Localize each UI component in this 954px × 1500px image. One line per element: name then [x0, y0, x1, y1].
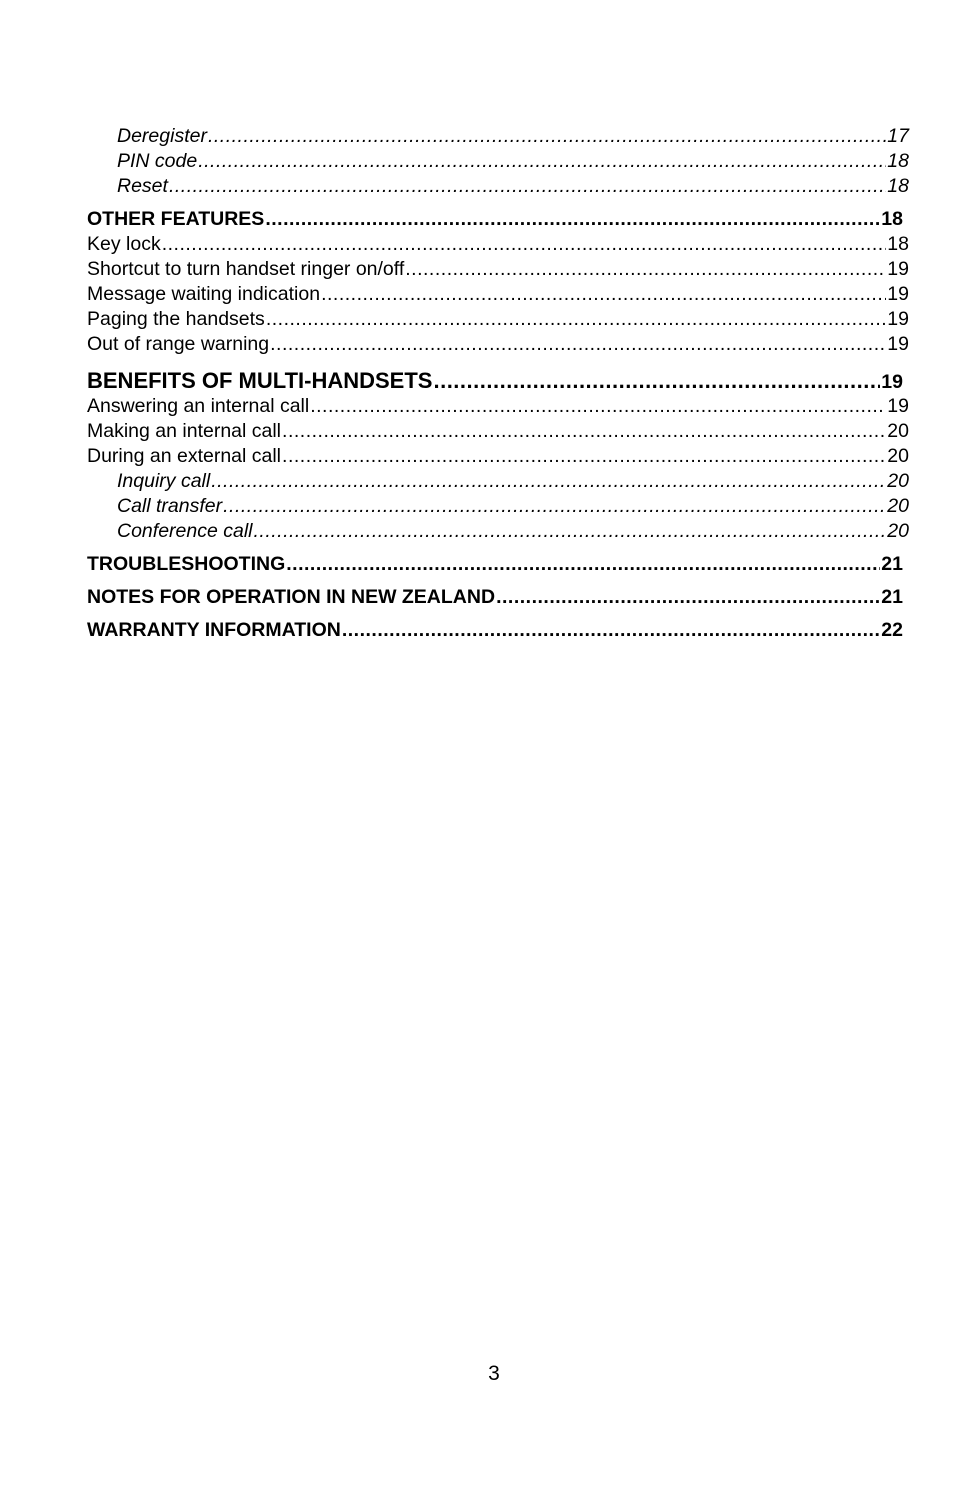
toc-entry-page: 20	[887, 420, 909, 442]
dot-leader	[162, 232, 887, 257]
toc-entry-page: 19	[887, 333, 909, 355]
dot-leader	[208, 124, 886, 149]
toc-entry-page: 19	[887, 258, 909, 280]
dot-leader	[405, 257, 886, 282]
toc-entry[interactable]	[87, 257, 909, 282]
dot-leader	[270, 332, 886, 357]
dot-leader	[282, 444, 886, 469]
toc-entry[interactable]	[87, 232, 909, 257]
toc-entry-page: 18	[887, 150, 909, 172]
dot-leader	[433, 368, 880, 394]
page-number: 3	[488, 1362, 500, 1385]
toc-entry-label: Message waiting indication	[87, 283, 321, 305]
toc-entry-label: BENEFITS OF MULTI-HANDSETS	[87, 368, 433, 393]
dot-leader	[169, 174, 886, 199]
toc-entry-label: Paging the handsets	[87, 308, 265, 330]
toc-entry-page: 18	[887, 175, 909, 197]
toc-section-heading[interactable]	[87, 552, 909, 577]
toc-entry-label: Making an internal call	[87, 420, 282, 442]
toc-entry[interactable]	[87, 149, 909, 174]
dot-leader	[342, 618, 880, 643]
toc-section-heading[interactable]	[87, 368, 909, 394]
dot-leader	[310, 394, 886, 419]
dot-leader	[211, 469, 886, 494]
toc-entry-label: OTHER FEATURES	[87, 208, 265, 230]
toc-entry-page: 19	[887, 308, 909, 330]
toc-entry-page: 18	[887, 233, 909, 255]
toc-entry-page: 19	[887, 283, 909, 305]
toc-entry[interactable]	[87, 124, 909, 149]
toc-entry-page: 20	[887, 470, 909, 492]
dot-leader	[266, 307, 886, 332]
toc-entry[interactable]	[87, 494, 909, 519]
toc-entry-page: 18	[881, 208, 903, 230]
toc-entry[interactable]	[87, 282, 909, 307]
toc-section-heading[interactable]	[87, 585, 909, 610]
toc-entry-label: Key lock	[87, 233, 161, 255]
dot-leader	[198, 149, 886, 174]
toc-section-heading[interactable]	[87, 207, 909, 232]
toc-entry-page: 17	[887, 125, 909, 147]
dot-leader	[286, 552, 880, 577]
toc-entry-page: 19	[887, 395, 909, 417]
toc-entry-label: Shortcut to turn handset ringer on/off	[87, 258, 405, 280]
toc-entry[interactable]	[87, 419, 909, 444]
toc-entry[interactable]	[87, 394, 909, 419]
toc-entry-label: During an external call	[87, 445, 282, 467]
dot-leader	[265, 207, 880, 232]
toc-entry-label: PIN code	[117, 150, 198, 172]
toc-entry-page: 20	[887, 495, 909, 517]
toc-entry[interactable]	[87, 444, 909, 469]
toc-entry-label: NOTES FOR OPERATION IN NEW ZEALAND	[87, 586, 496, 608]
toc-entry-label: WARRANTY INFORMATION	[87, 619, 341, 641]
dot-leader	[223, 494, 886, 519]
toc-entry-page: 20	[887, 520, 909, 542]
table-of-contents	[87, 124, 909, 643]
toc-entry-page: 21	[881, 586, 903, 608]
toc-entry[interactable]	[87, 469, 909, 494]
toc-entry-label: Out of range warning	[87, 333, 270, 355]
toc-entry[interactable]	[87, 174, 909, 199]
toc-entry-page: 21	[881, 553, 903, 575]
toc-entry-page: 20	[887, 445, 909, 467]
toc-section-heading[interactable]	[87, 618, 909, 643]
dot-leader	[254, 519, 887, 544]
dot-leader	[496, 585, 880, 610]
dot-leader	[282, 419, 886, 444]
toc-entry-label: Inquiry call	[117, 470, 211, 492]
dot-leader	[321, 282, 886, 307]
toc-entry-label: Conference call	[117, 520, 253, 542]
toc-entry-label: TROUBLESHOOTING	[87, 553, 286, 575]
toc-entry-page: 19	[881, 371, 903, 393]
toc-entry[interactable]	[87, 332, 909, 357]
toc-entry-page: 22	[881, 619, 903, 641]
toc-entry-label: Reset	[117, 175, 168, 197]
toc-entry-label: Deregister	[117, 125, 207, 147]
toc-entry-label: Call transfer	[117, 495, 223, 517]
toc-entry[interactable]	[87, 307, 909, 332]
toc-entry[interactable]	[87, 519, 909, 544]
toc-entry-label: Answering an internal call	[87, 395, 310, 417]
